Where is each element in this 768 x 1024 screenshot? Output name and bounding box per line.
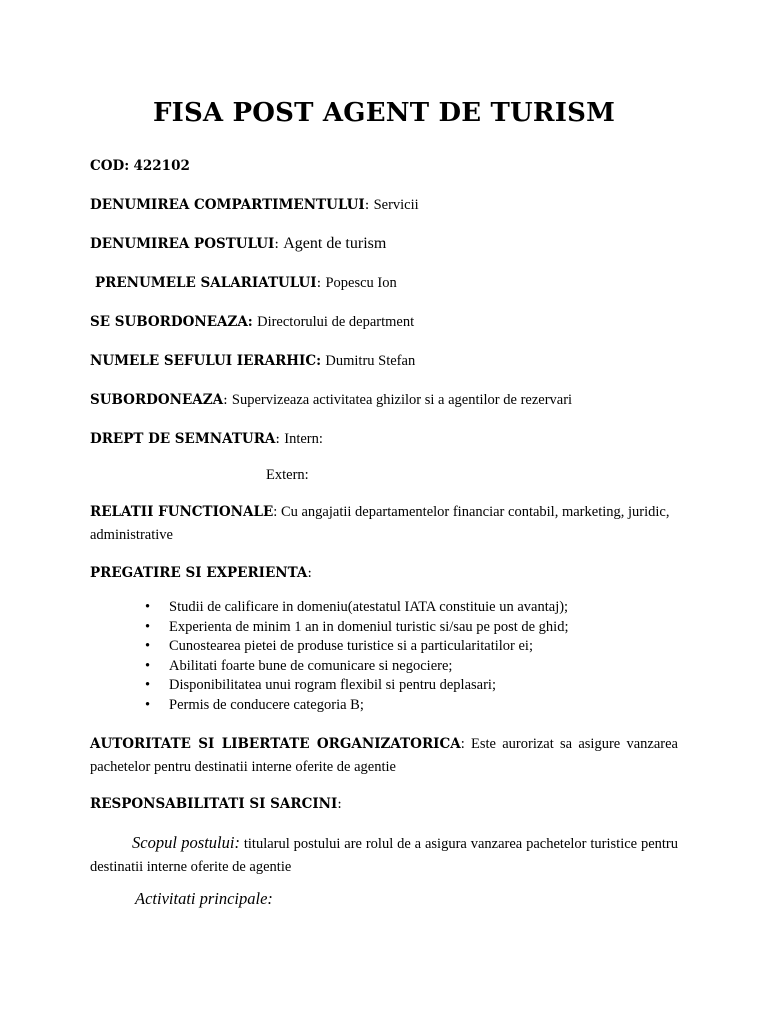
autoritate-paragraph: AUTORITATE SI LIBERTATE ORGANIZATORICA: Este aurorizat sa asigure vanzarea pachetelor pentru destinatii interne oferite de agentie (90, 736, 678, 775)
bullet-icon: • (145, 599, 151, 615)
relatii-value: Cu angajatii departamentelor financiar contabil, marketing, juridic, administrative (90, 504, 670, 543)
list-item: • Disponibilitatea unui rogram flexibil si pentru deplasari; (145, 676, 569, 696)
list-item: • Permis de conducere categoria B; (145, 696, 569, 716)
sef-line (90, 350, 415, 372)
compartiment-label: DENUMIREA COMPARTIMENTULUI (90, 197, 365, 213)
bullet-icon: • (145, 657, 151, 674)
scop-paragraph (90, 831, 678, 879)
list-item: • Studii de calificare in domeniu(atestatul IATA constituie un avantaj); (145, 598, 569, 618)
subordoneaza-value: Directorului de department (257, 314, 415, 330)
subordoneaza-line (90, 311, 414, 333)
cod-label: COD: (90, 158, 130, 174)
bullet-icon: • (145, 696, 151, 713)
supervizeaza-value: Supervizeaza activitatea ghizilor si a agentilor de rezervari (231, 392, 573, 408)
supervizeaza-label: SUBORDONEAZA (90, 392, 224, 408)
supervizeaza-line: SUBORDONEAZA: Supervizeaza activitatea ghizilor si a agentilor de rezervari (90, 392, 573, 408)
list-item: • Abilitati foarte bune de comunicare si negociere; (145, 657, 569, 677)
bullet-icon: • (145, 638, 151, 654)
list-item: • Experienta de minim 1 an in domeniul turistic si/sau pe post de ghid; (145, 618, 569, 638)
scop-value: titularul postului are rolul de a asigura vanzarea pachetelor turistice pentru destinatii interne oferite de agentie (90, 836, 679, 875)
semnatura-line: DREPT DE SEMNATURA: Intern: (90, 431, 323, 447)
post-line: DENUMIREA POSTULUI: Agent de turism (90, 235, 387, 252)
pregatire-list (145, 598, 569, 715)
compartiment-value: Servicii (373, 197, 419, 213)
cod-line (90, 155, 190, 177)
cod-value: 422102 (133, 158, 190, 174)
autoritate-label: AUTORITATE SI LIBERTATE ORGANIZATORICA (90, 736, 461, 752)
compartiment-line: DENUMIREA COMPARTIMENTULUI: Servicii (90, 197, 419, 213)
bullet-icon: • (145, 618, 151, 635)
semnatura-label: DREPT DE SEMNATURA (90, 431, 276, 447)
semnatura-intern: Intern: (284, 431, 323, 447)
pregatire-label: PREGATIRE SI EXPERIENTA (90, 565, 308, 581)
subordoneaza-label: SE SUBORDONEAZA: (90, 314, 253, 330)
responsabilitati-label: RESPONSABILITATI SI SARCINI (90, 796, 338, 812)
document-title: FISA POST AGENT DE TURISM (152, 98, 616, 128)
activitati-line (135, 888, 273, 911)
prenume-value: Popescu Ion (325, 275, 397, 291)
bullet-icon: • (145, 677, 151, 693)
autoritate-value: Este aurorizat sa asigure vanzarea pachetelor pentru destinatii interne oferite de agentie (90, 736, 678, 775)
prenume-label: PRENUMELE SALARIATULUI (95, 275, 317, 291)
responsabilitati-line: RESPONSABILITATI SI SARCINI: (90, 796, 342, 812)
scop-label: Scopul postului: (132, 833, 240, 852)
prenume-line: PRENUMELE SALARIATULUI: Popescu Ion (95, 275, 397, 291)
sef-value: Dumitru Stefan (325, 353, 416, 369)
pregatire-line: PREGATIRE SI EXPERIENTA: (90, 565, 312, 581)
relatii-paragraph: RELATII FUNCTIONALE: Cu angajatii departamentelor financiar contabil, marketing, juridic, administrative (90, 504, 670, 543)
relatii-label: RELATII FUNCTIONALE (90, 504, 274, 520)
post-label: DENUMIREA POSTULUI (90, 236, 275, 252)
list-item: • Cunostearea pietei de produse turistice si a particularitatilor ei; (145, 637, 569, 657)
post-value: Agent de turism (283, 235, 387, 252)
semnatura-extern: Extern: (266, 467, 309, 483)
semnatura-extern-line (266, 464, 309, 486)
sef-label: NUMELE SEFULUI IERARHIC: (90, 353, 322, 369)
activitati-label: Activitati principale: (135, 889, 273, 908)
